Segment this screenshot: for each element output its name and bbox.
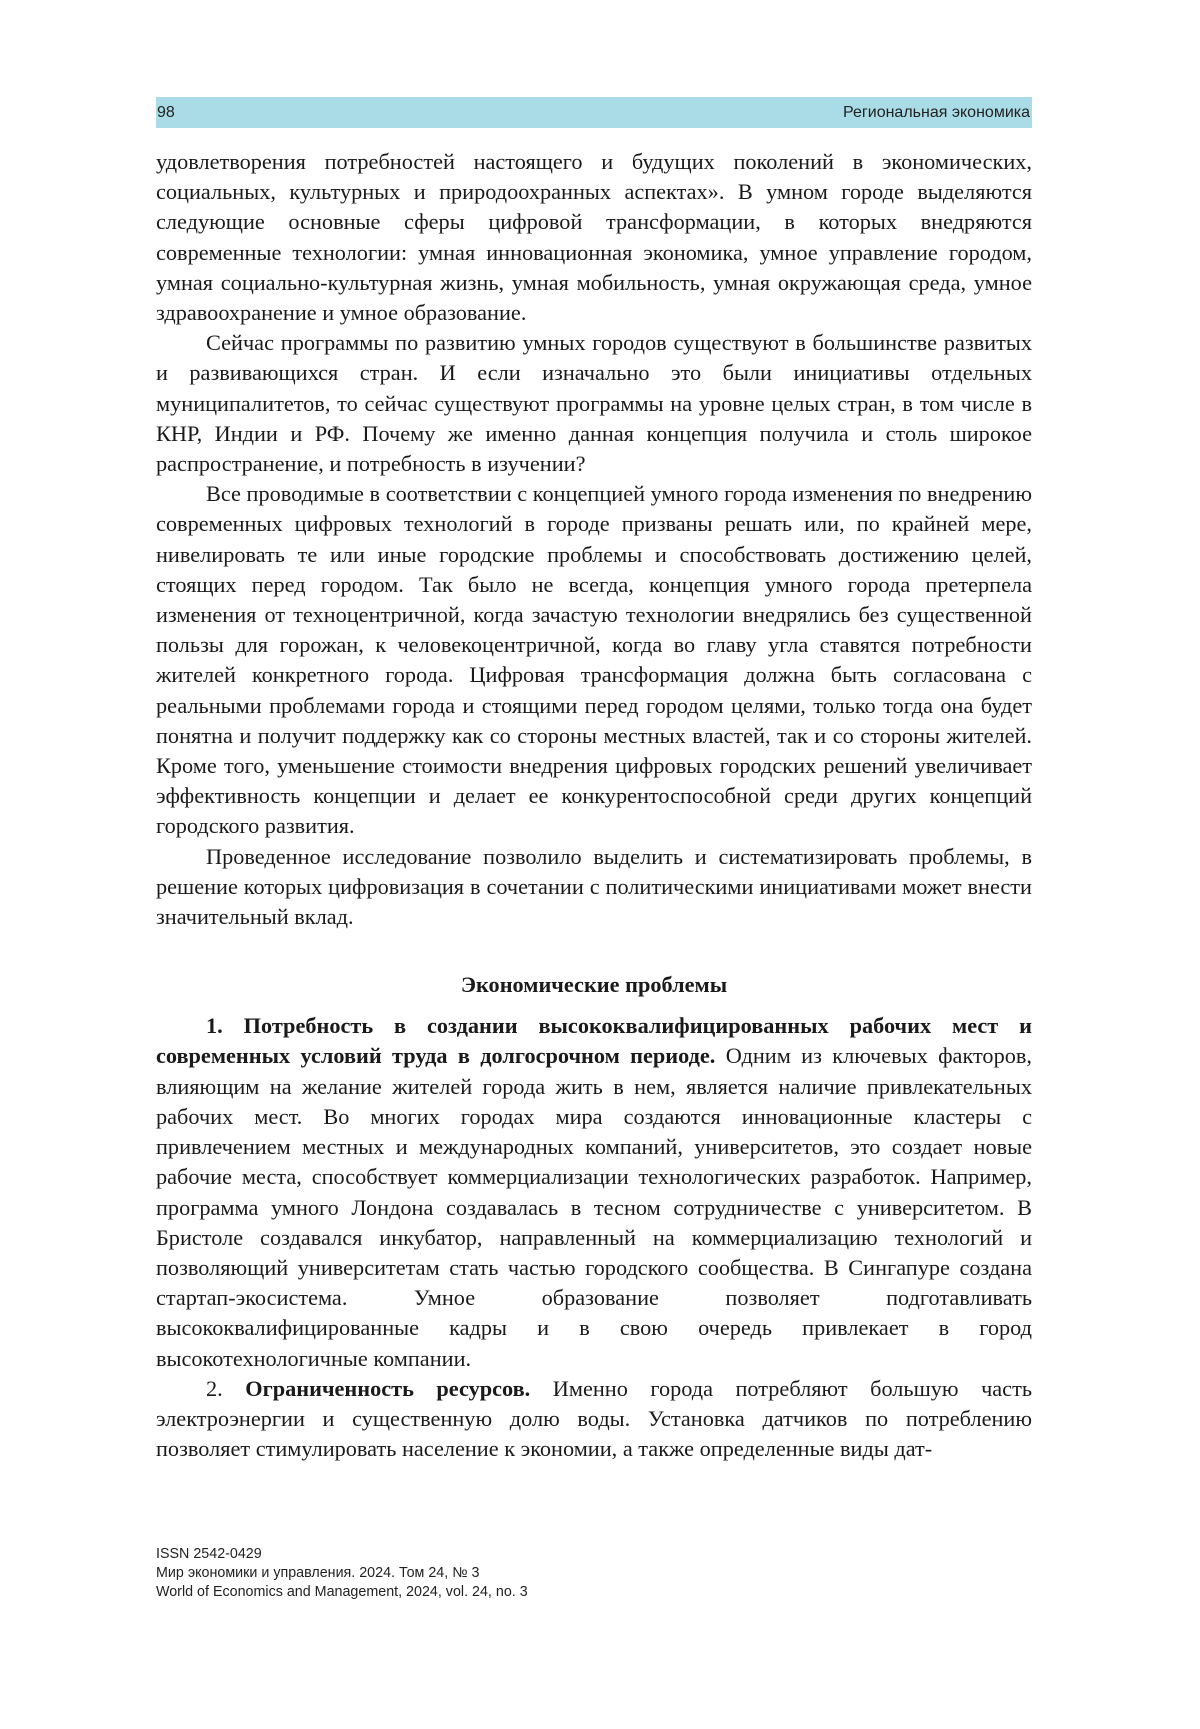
item-heading: Ограниченность ресурсов. bbox=[245, 1375, 531, 1401]
section-heading: Экономические проблемы bbox=[460, 972, 728, 998]
item-heading: 1. Потребность в создании высококвалифицированных рабочих мест и современных условий труда в долгосрочном периоде. bbox=[156, 1013, 1032, 1069]
paragraph: Проведенное исследование позволило выделить и систематизировать проблемы, в решение которых цифровизация в сочетании с политическими инициативами может внести значительный вклад. bbox=[156, 843, 1032, 930]
issn: ISSN 2542-0429 bbox=[156, 1546, 262, 1562]
page-number: 98 bbox=[157, 103, 175, 121]
body-text bbox=[156, 147, 1032, 1464]
paragraph: удовлетворения потребностей настоящего и будущих поколений в экономических, социальных, культурных и природоохранных аспектах». В умном городе выделяются следующие основные сферы цифровой трансформации, в которых внедряются современные технологии: умная инновационная экономика, умное управление городом, умная социально-культурная жизнь, умная мобильность, умная окружающая среда, умное здравоохранение и умное образование. bbox=[156, 149, 1032, 326]
page-footer bbox=[156, 1545, 528, 1602]
paragraph: Сейчас программы по развитию умных городов существуют в большинстве развитых и развивающихся стран. И если изначально это были инициативы отдельных муниципалитетов, то сейчас существуют программы на уровне целых стран, в том числе в КНР, Индии и РФ. Почему же именно данная концепция получила и столь широкое распространение, и потребность в изучении? bbox=[156, 330, 1032, 477]
page-header bbox=[156, 97, 1032, 128]
paragraph: Все проводимые в соответствии с концепцией умного города изменения по внедрению современных цифровых технологий в городе призваны решать или, по крайней мере, нивелировать те или иные городские проблемы и способствовать достижению целей, стоящих перед городом. Так было не всегда, концепция умного города претерпела изменения от техноцентричной, когда зачастую технологии внедрялись без существенной пользы для горожан, к человекоцентричной, когда во главу угла ставятся потребности жителей конкретного города. Цифровая трансформация должна быть согласована с реальными проблемами города и стоящими перед городом целями, только тогда она будет понятна и получит поддержку как со стороны местных властей, так и со стороны жителей. Кроме того, уменьшение стоимости внедрения цифровых городских решений увеличивает эффективность концепции и делает ее конкурентоспособной среди других концепций городского развития. bbox=[156, 481, 1032, 839]
item-number: 2. bbox=[206, 1375, 246, 1401]
list-item bbox=[156, 1374, 1032, 1465]
item-text: Одним из ключевых факторов, влияющим на желание жителей города жить в нем, является наличие привлекательных рабочих мест. Во многих городах мира создаются инновационные кластеры с привлечением местных и международных компаний, университетов, это создает новые рабочие места, способствует коммерциализации технологических разработок. Например, программа умного Лондона создавалась в тесном сотрудничестве с университетом. В Бристоле создавался инкубатор, направленный на коммерциализацию технологий и позволяющий университетам стать частью городского сообщества. В Сингапуре создана стартап-экосистема. Умное образование позволяет подготавливать высококвалифицированные кадры и в свою очередь привлекает в город высокотехнологичные компании. bbox=[156, 1043, 1032, 1371]
journal-citation-en: World of Economics and Management, 2024, vol. 24, no. 3 bbox=[156, 1584, 528, 1600]
journal-citation-ru: Мир экономики и управления. 2024. Том 24, № 3 bbox=[156, 1565, 480, 1581]
list-item bbox=[156, 1011, 1032, 1373]
running-section-title: Региональная экономика bbox=[843, 103, 1030, 121]
item-text: Именно города потребляют большую часть электроэнергии и существенную долю воды. Установка датчиков по потреблению позволяет стимулировать население к экономии, а также определенные виды дат- bbox=[156, 1375, 1032, 1462]
